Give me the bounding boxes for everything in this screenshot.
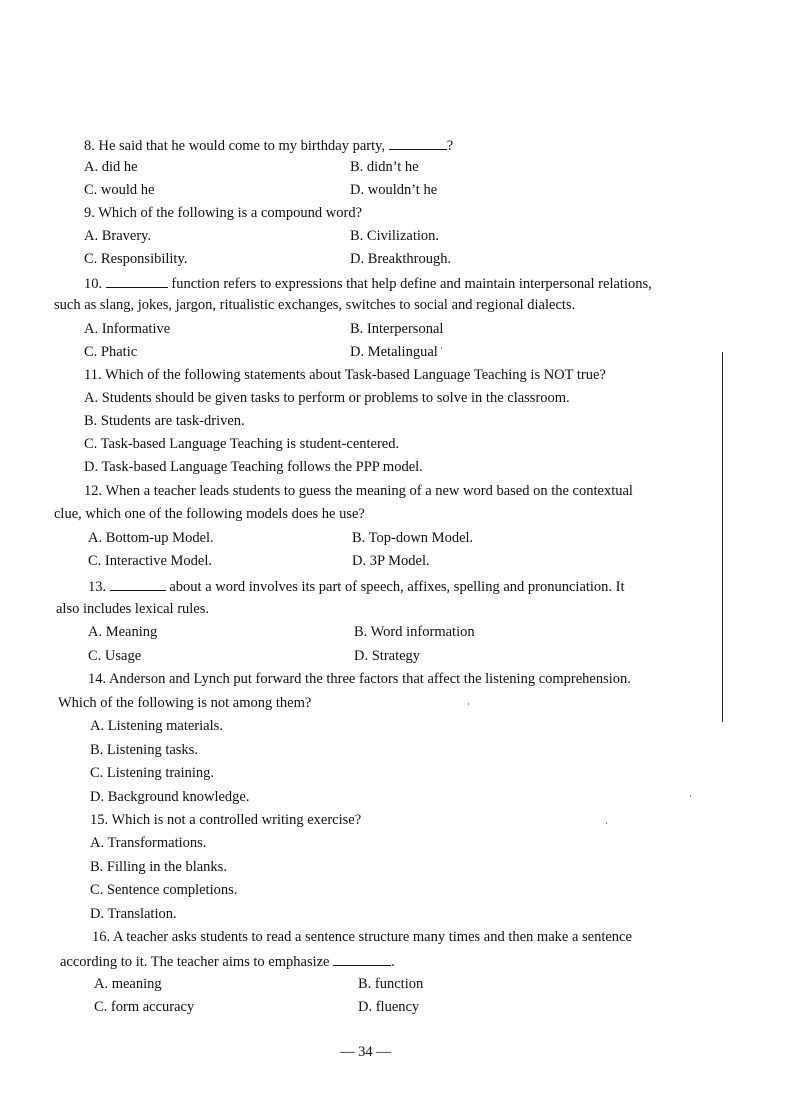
option: C. would he (84, 182, 155, 198)
option: A. Students should be given tasks to perform or problems to solve in the classroom. (84, 390, 570, 406)
question-10-stem-text: function refers to expressions that help define and maintain interpersonal relations, (171, 276, 652, 292)
question-11-stem: 11. Which of the following statements about Task-based Language Teaching is NOT true? (84, 367, 606, 383)
question-13-stem-cont: also includes lexical rules. (56, 601, 210, 617)
scan-edge-line (722, 352, 723, 722)
option: A. did he (84, 159, 138, 175)
question-14-stem-cont: Which of the following is not among them? (58, 695, 312, 711)
question-12-stem: 12. When a teacher leads students to guess the meaning of a new word based on the contextual (84, 483, 633, 499)
question-15-stem: 15. Which is not a controlled writing exercise? (90, 812, 362, 828)
option: B. Top-down Model. (352, 530, 474, 546)
option: D. Strategy (354, 648, 421, 664)
scan-speck (606, 822, 607, 824)
option: A. meaning (94, 976, 162, 992)
option: A. Bravery. (84, 228, 152, 244)
scan-speck (690, 795, 691, 797)
option: B. Listening tasks. (90, 742, 198, 758)
option: B. function (358, 976, 424, 992)
question-10-number: 10. (84, 276, 103, 292)
question-16-stem-end: . (391, 954, 395, 970)
answer-blank (106, 273, 168, 288)
option: C. Phatic (84, 344, 138, 360)
page-number: — 34 — (340, 1044, 391, 1060)
option: D. Translation. (90, 906, 177, 922)
question-9-stem: 9. Which of the following is a compound word? (84, 205, 362, 221)
question-13-stem (88, 576, 625, 596)
question-12-stem-cont: clue, which one of the following models does he use? (54, 506, 365, 522)
option: C. Sentence completions. (90, 882, 238, 898)
question-8-stem-text: 8. He said that he would come to my birthday party, (84, 138, 386, 154)
option: D. 3P Model. (352, 553, 430, 569)
question-13-number: 13. (88, 579, 107, 595)
option: D. wouldn’t he (350, 182, 438, 198)
option: C. Task-based Language Teaching is student-centered. (84, 436, 400, 452)
option: C. Interactive Model. (88, 553, 213, 569)
option: D. Metalingual (350, 344, 438, 360)
option: A. Transformations. (90, 835, 207, 851)
option: B. didn’t he (350, 159, 419, 175)
option: A. Meaning (88, 624, 158, 640)
option: D. fluency (358, 999, 420, 1015)
question-14-stem: 14. Anderson and Lynch put forward the three factors that affect the listening comprehension. (88, 671, 631, 687)
option: C. Responsibility. (84, 251, 188, 267)
option: C. Listening training. (90, 765, 215, 781)
option: A. Listening materials. (90, 718, 223, 734)
answer-blank (389, 135, 447, 150)
option: B. Interpersonal (350, 321, 444, 337)
option: C. form accuracy (94, 999, 195, 1015)
option: D. Task-based Language Teaching follows the PPP model. (84, 459, 423, 475)
scan-speck (468, 703, 469, 705)
question-16-stem-cont (60, 951, 395, 971)
option: B. Students are task-driven. (84, 413, 245, 429)
question-10-stem (84, 273, 652, 293)
answer-blank (333, 951, 391, 966)
option: B. Filling in the blanks. (90, 859, 227, 875)
option: D. Background knowledge. (90, 789, 250, 805)
question-16-stem-text: according to it. The teacher aims to emphasize (60, 954, 330, 970)
question-16-stem: 16. A teacher asks students to read a sentence structure many times and then make a sentence (92, 929, 632, 945)
question-8-stem (84, 135, 453, 155)
scan-speck (441, 347, 442, 349)
option: C. Usage (88, 648, 142, 664)
question-13-stem-text: about a word involves its part of speech, affixes, spelling and pronunciation. It (169, 579, 625, 595)
question-10-stem-cont: such as slang, jokes, jargon, ritualistic exchanges, switches to social and regional dialects. (54, 297, 576, 313)
question-8-stem-end: ? (446, 138, 454, 154)
option: A. Informative (84, 321, 171, 337)
option: D. Breakthrough. (350, 251, 452, 267)
option: B. Word information (354, 624, 475, 640)
option: A. Bottom-up Model. (88, 530, 214, 546)
answer-blank (110, 576, 166, 591)
option: B. Civilization. (350, 228, 440, 244)
